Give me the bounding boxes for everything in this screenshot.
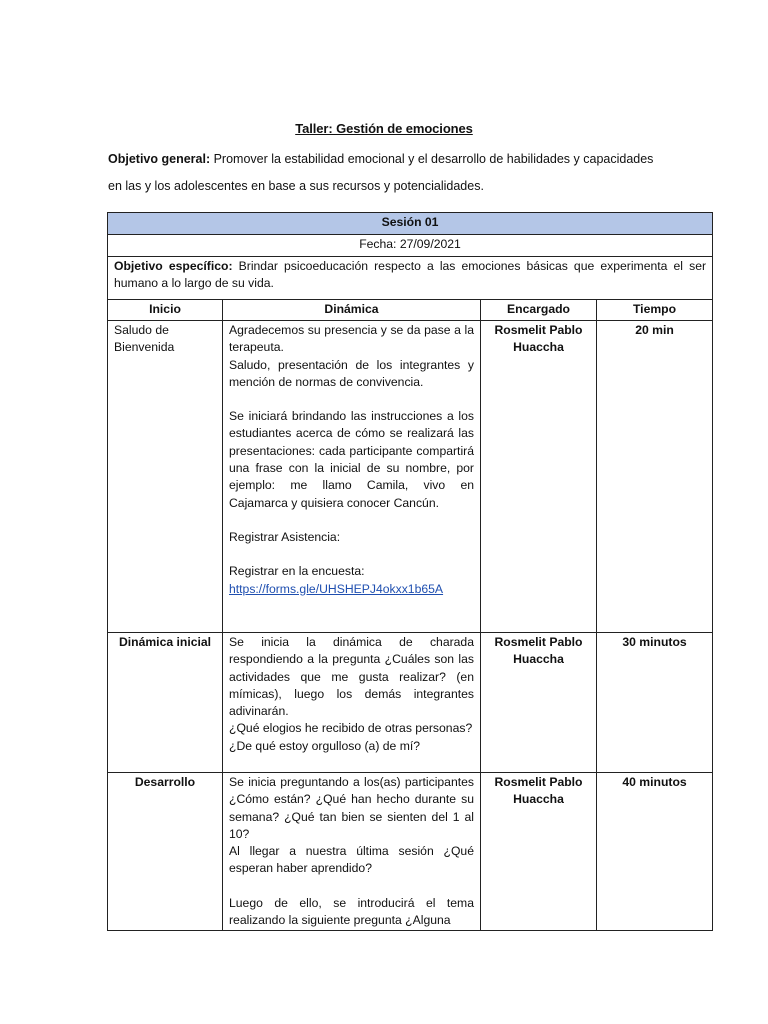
- encargado-cell: Rosmelit Pablo Huaccha: [481, 633, 597, 773]
- column-header-tiempo: Tiempo: [597, 300, 713, 321]
- dinamica-paragraph: ¿De qué estoy orgulloso (a) de mí?: [229, 738, 421, 753]
- survey-link[interactable]: https://forms.gle/UHSHEPJ4okxx1b65A: [229, 581, 444, 596]
- session-header-row: [108, 213, 713, 235]
- general-objective-line1: [108, 150, 688, 168]
- tiempo-cell: 40 minutos: [597, 773, 713, 931]
- encargado-cell: Rosmelit Pablo Huaccha: [481, 773, 597, 931]
- specific-objective-row: [108, 257, 713, 300]
- session-date: Fecha: 27/09/2021: [108, 235, 713, 257]
- column-header-encargado: Encargado: [481, 300, 597, 321]
- dinamica-paragraph: ¿Qué elogios he recibido de otras personas?: [229, 721, 473, 736]
- session-table: [107, 212, 713, 931]
- dinamica-paragraph: Se inicia la dinámica de charada respondiendo a la pregunta ¿Cuáles son las actividades que me gusta realizar? (en mímicas), luego los demás integrantes adivinarán.: [229, 635, 474, 719]
- dinamica-paragraph: Al llegar a nuestra última sesión ¿Qué esperan haber aprendido?: [229, 844, 474, 876]
- dinamica-cell: [223, 633, 481, 773]
- tiempo-cell: 30 minutos: [597, 633, 713, 773]
- dinamica-cell: [223, 321, 481, 633]
- dinamica-paragraph: Luego de ello, se introducirá el tema realizando la siguiente pregunta ¿Alguna: [229, 895, 474, 928]
- tiempo-cell: 20 min: [597, 321, 713, 633]
- inicio-cell: Desarrollo: [108, 773, 223, 931]
- session-date-row: [108, 235, 713, 257]
- general-objective-text: Promover la estabilidad emocional y el desarrollo de habilidades y capacidades: [213, 152, 654, 166]
- dinamica-paragraph: Saludo, presentación de los integrantes y mención de normas de convivencia.: [229, 357, 474, 389]
- session-header: Sesión 01: [108, 213, 713, 235]
- specific-objective: [108, 257, 713, 300]
- table-row: [108, 633, 713, 773]
- table-row: [108, 773, 713, 931]
- column-header-row: [108, 300, 713, 321]
- dinamica-cell: [223, 773, 481, 931]
- specific-objective-text: Brindar psicoeducación respecto a las emociones básicas que experimenta el ser humano a lo largo de su vida.: [114, 259, 707, 291]
- dinamica-paragraph: Agradecemos su presencia y se da pase a la terapeuta.: [229, 323, 474, 355]
- inicio-cell: Dinámica inicial: [108, 633, 223, 773]
- table-row: [108, 321, 713, 633]
- dinamica-paragraph: Registrar Asistencia:: [229, 529, 341, 544]
- general-objective-label: Objetivo general:: [108, 152, 211, 166]
- dinamica-paragraph: Se iniciará brindando las instrucciones a los estudiantes acerca de cómo se realizará las presentaciones: cada participante compartirá una frase con la inicial de su nombre, por ejemplo: me llamo Camila, vivo en Cajamarca y quisiera conocer Cancún.: [229, 409, 474, 510]
- dinamica-paragraph: Se inicia preguntando a los(as) participantes ¿Cómo están? ¿Qué han hecho durante su semana? ¿Qué tan bien se sienten del 1 al 10?: [229, 775, 474, 841]
- column-header-dinamica: Dinámica: [223, 300, 481, 321]
- specific-objective-label: Objetivo específico:: [114, 259, 233, 273]
- column-header-inicio: Inicio: [108, 300, 223, 321]
- document-title: Taller: Gestión de emociones: [295, 121, 473, 136]
- general-objective-line2: en las y los adolescentes en base a sus recursos y potencialidades.: [108, 179, 484, 193]
- inicio-cell: Saludo de Bienvenida: [108, 321, 223, 633]
- dinamica-paragraph: Registrar en la encuesta:: [229, 564, 365, 579]
- encargado-cell: Rosmelit Pablo Huaccha: [481, 321, 597, 633]
